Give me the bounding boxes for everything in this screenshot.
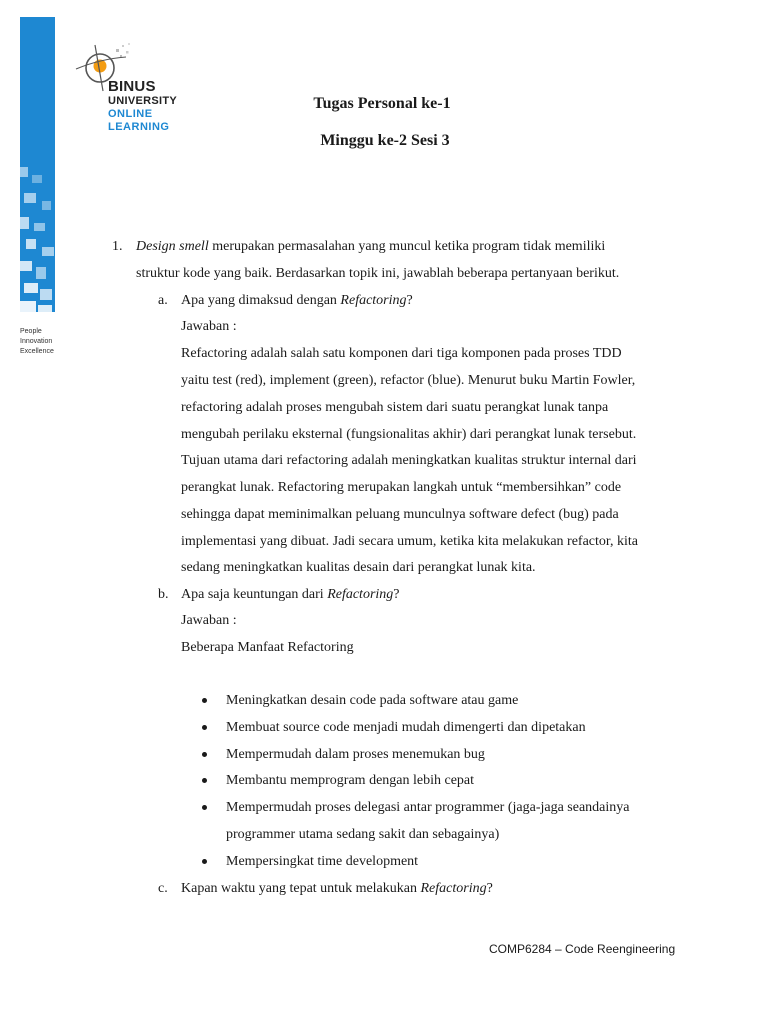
answer-line: Refactoring adalah salah satu komponen dari tiga komponen pada proses TDD	[181, 346, 622, 361]
logo-binus: BINUS	[108, 78, 156, 95]
logo-online: ONLINE	[108, 108, 153, 120]
tagline-line: Innovation	[20, 338, 53, 345]
bullet-icon	[202, 752, 207, 757]
sub-question-b-suffix: ?	[393, 587, 400, 602]
sub-question-letter: b.	[158, 587, 169, 602]
answer-line: sehingga dapat meminimalkan peluang munculnya software defect (bug) pada	[181, 507, 619, 522]
sub-question-c-term: Refactoring	[420, 881, 487, 896]
answer-line: yaitu test (red), implement (green), refactor (blue). Menurut buku Martin Fowler,	[181, 373, 636, 388]
question-number: 1.	[112, 239, 123, 254]
sub-question-b-term: Refactoring	[327, 587, 394, 602]
answer-line: implementasi yang dibuat. Jadi secara umum, ketika kita melakukan refactor, kita	[181, 534, 639, 549]
benefit-item: Mempersingkat time development	[226, 854, 419, 869]
benefit-item: Membuat source code menjadi mudah dimengerti dan dipetakan	[226, 720, 586, 735]
sub-question-b-prefix: Apa saja keuntungan dari	[181, 587, 328, 602]
tagline-line: People	[20, 328, 42, 335]
logo-university: UNIVERSITY	[108, 95, 178, 107]
answer-line: mengubah perilaku eksternal (fungsionalitas akhir) dari perangkat lunak tersebut.	[181, 427, 637, 442]
bullet-icon	[202, 698, 207, 703]
sub-question-c-suffix: ?	[486, 881, 493, 896]
brand-tagline	[20, 327, 54, 357]
brand-sidebar-strip	[20, 17, 55, 312]
question-1-line: struktur kode yang baik. Berdasarkan topik ini, jawablah beberapa pertanyaan berikut.	[136, 266, 620, 281]
sub-question-letter: a.	[158, 293, 168, 308]
answer-intro: Beberapa Manfaat Refactoring	[181, 640, 354, 655]
sub-question-letter: c.	[158, 881, 168, 896]
bullet-icon	[202, 859, 207, 864]
sub-question-b	[181, 585, 400, 605]
answer-line: perangkat lunak. Refactoring merupakan langkah untuk “membersihkan” code	[181, 480, 622, 495]
page-title	[0, 95, 768, 113]
sub-question-a-term: Refactoring	[340, 293, 407, 308]
bullet-icon	[202, 725, 207, 730]
bullet-icon	[202, 805, 207, 810]
answer-line: Tujuan utama dari refactoring adalah meningkatkan kualitas struktur internal dari	[181, 453, 637, 468]
sub-question-a-prefix: Apa yang dimaksud dengan	[181, 293, 341, 308]
question-1-line	[136, 237, 605, 257]
page-subtitle-text: Minggu ke-2 Sesi 3	[320, 132, 450, 149]
tagline-line: Excellence	[20, 348, 54, 355]
sub-question-a	[181, 291, 413, 311]
logo-learning: LEARNING	[108, 121, 170, 133]
answer-line: refactoring adalah proses mengubah sistem dari suatu perangkat lunak tanpa	[181, 400, 609, 415]
benefit-item-continuation: programmer utama sedang sakit dan sebagainya)	[226, 827, 500, 842]
benefit-item: Meningkatkan desain code pada software atau game	[226, 693, 519, 708]
page-footer: COMP6284 – Code Reengineering	[489, 942, 676, 956]
answer-line: sedang meningkatkan kualitas desain dari perangkat lunak kita.	[181, 560, 536, 575]
benefit-item: Mempermudah proses delegasi antar programmer (jaga-jaga seandainya	[226, 800, 630, 815]
answer-label: Jawaban :	[181, 613, 237, 628]
sub-question-a-suffix: ?	[406, 293, 413, 308]
sub-question-c-prefix: Kapan waktu yang tepat untuk melakukan	[181, 881, 421, 896]
answer-label: Jawaban :	[181, 319, 237, 334]
question-1-text: merupakan permasalahan yang muncul ketika program tidak memiliki	[208, 239, 606, 254]
benefit-item: Membantu memprogram dengan lebih cepat	[226, 773, 475, 788]
question-1-term: Design smell	[136, 239, 209, 254]
sub-question-c	[181, 879, 493, 899]
benefit-item: Mempermudah dalam proses menemukan bug	[226, 747, 485, 762]
page-title-text: Tugas Personal ke-1	[313, 95, 451, 112]
page-subtitle	[0, 132, 768, 150]
bullet-icon	[202, 778, 207, 783]
